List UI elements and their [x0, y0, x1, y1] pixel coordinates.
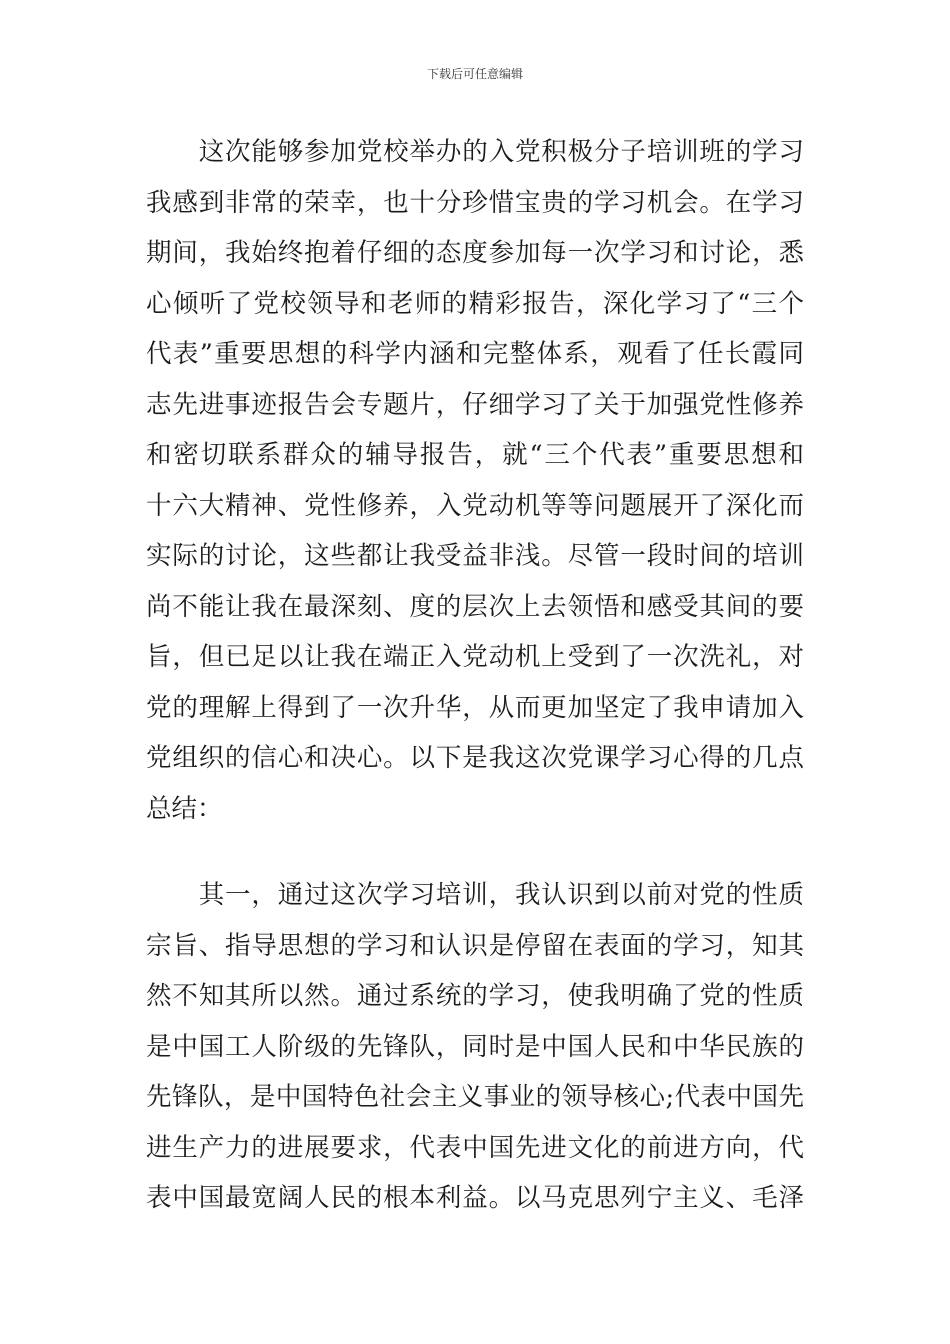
paragraph-line: 宗旨、指导思想的学习和认识是停留在表面的学习，知其	[146, 930, 804, 961]
paragraph-line: 党的理解上得到了一次升华，从而更加坚定了我申请加入	[146, 692, 804, 723]
paragraph-line: 是中国工人阶级的先锋队，同时是中国人民和中华民族的	[146, 1031, 804, 1062]
paragraph-line: 实际的讨论，这些都让我受益非浅。尽管一段时间的培训	[146, 541, 804, 571]
paragraph-line: 志先进事迹报告会专题片，仔细学习了关于加强党性修养	[146, 389, 804, 420]
paragraph-line: 代表”重要思想的科学内涵和完整体系，观看了任长霞同	[146, 339, 804, 369]
paragraph-line: 先锋队，是中国特色社会主义事业的领导核心;代表中国先	[146, 1082, 804, 1112]
paragraph-line: 和密切联系群众的辅导报告，就“三个代表”重要思想和	[146, 440, 804, 470]
paragraph-line: 表中国最宽阔人民的根本利益。以马克思列宁主义、毛泽	[146, 1183, 804, 1213]
paragraph-line: 我感到非常的荣幸，也十分珍惜宝贵的学习机会。在学习	[146, 187, 804, 218]
paragraph-line: 进生产力的进展要求，代表中国先进文化的前进方向，代	[146, 1132, 804, 1163]
paragraph-line: 旨，但已足以让我在端正入党动机上受到了一次洗礼，对	[146, 642, 804, 672]
paragraph-line: 这次能够参加党校举办的入党积极分子培训班的学习	[146, 137, 804, 167]
paragraph-line: 尚不能让我在最深刻、度的层次上去领悟和感受其间的要	[146, 591, 804, 622]
paragraph-line: 期间，我始终抱着仔细的态度参加每一次学习和讨论，悉	[146, 238, 804, 268]
paragraph-line: 然不知其所以然。通过系统的学习，使我明确了党的性质	[146, 981, 804, 1011]
page-header: 下载后可任意编辑	[426, 67, 523, 81]
paragraph-line: 十六大精神、党性修养，入党动机等等问题展开了深化而	[146, 490, 804, 521]
paragraph-line: 其一，通过这次学习培训，我认识到以前对党的性质	[146, 880, 804, 910]
paragraph-2	[146, 870, 804, 1224]
paragraph-line: 总结：	[146, 793, 223, 824]
paragraph-1	[146, 127, 804, 834]
paragraph-line: 党组织的信心和决心。以下是我这次党课学习心得的几点	[146, 743, 804, 773]
paragraph-line: 心倾听了党校领导和老师的精彩报告，深化学习了“三个	[146, 288, 804, 319]
